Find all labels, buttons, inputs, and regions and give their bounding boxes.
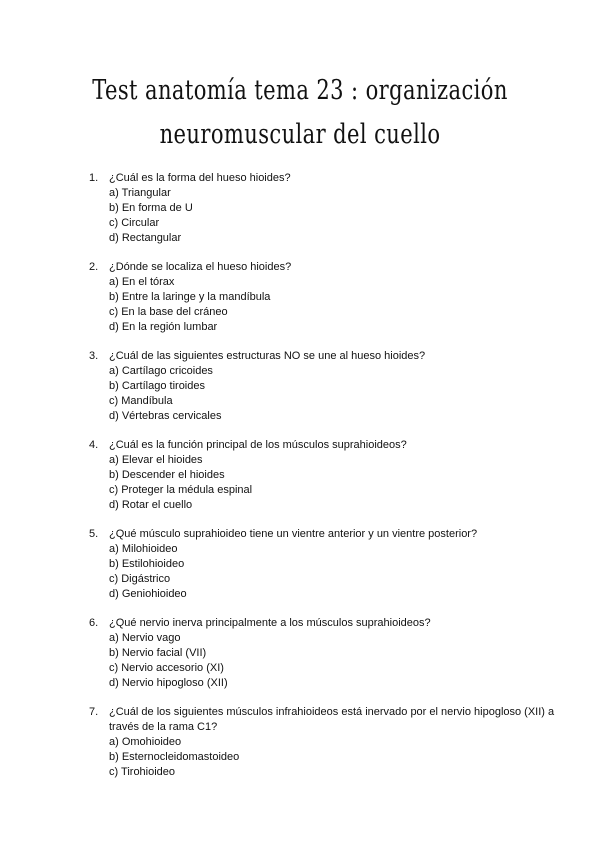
question-3 — [89, 349, 559, 424]
answer-option: d) Rectangular — [109, 232, 182, 244]
question-7 — [89, 705, 559, 780]
answer-option: b) Entre la laringe y la mandíbula — [109, 291, 271, 303]
answer-option: c) Proteger la médula espinal — [109, 484, 253, 496]
question-text: ¿Cuál es la forma del hueso hioides? — [109, 172, 291, 184]
answer-option: a) Milohioideo — [109, 543, 178, 555]
answer-option: d) Vértebras cervicales — [109, 410, 222, 422]
question-list — [89, 171, 559, 794]
question-number: 6. — [89, 617, 99, 629]
answer-option: b) Descender el hioides — [109, 469, 225, 481]
answer-option: c) Tirohioideo — [109, 766, 176, 778]
question-number: 3. — [89, 350, 99, 362]
question-5 — [89, 527, 559, 602]
answer-option: a) Elevar el hioides — [109, 454, 203, 466]
question-text: ¿Dónde se localiza el hueso hioides? — [109, 261, 292, 273]
answer-option: c) En la base del cráneo — [109, 306, 228, 318]
answer-option: a) Omohioideo — [109, 736, 182, 748]
answer-option: c) Digástrico — [109, 573, 171, 585]
question-number: 4. — [89, 439, 99, 451]
question-text: ¿Qué músculo suprahioideo tiene un vientre anterior y un vientre posterior? — [109, 528, 478, 540]
answer-option: b) Nervio facial (VII) — [109, 647, 207, 659]
answer-option: c) Circular — [109, 217, 160, 229]
question-number: 7. — [89, 706, 99, 718]
question-4 — [89, 438, 559, 513]
answer-option: d) Geniohioideo — [109, 588, 187, 600]
question-number: 5. — [89, 528, 99, 540]
question-text: ¿Cuál de los siguientes músculos infrahioideos está inervado por el nervio hipogloso (XII) a través de la rama C1? — [109, 706, 555, 733]
answer-option: d) Rotar el cuello — [109, 499, 193, 511]
answer-option: d) En la región lumbar — [109, 321, 218, 333]
answer-option: a) Cartílago cricoides — [109, 365, 213, 377]
answer-option: b) Cartílago tiroides — [109, 380, 205, 392]
answer-option: b) En forma de U — [109, 202, 193, 214]
question-text: ¿Cuál es la función principal de los músculos suprahioideos? — [109, 439, 407, 451]
answer-option: b) Estilohioideo — [109, 558, 185, 570]
page-subtitle: neuromuscular del cuello — [159, 119, 441, 150]
answer-option: b) Esternocleidomastoideo — [109, 751, 240, 763]
question-6 — [89, 616, 559, 691]
answer-option: d) Nervio hipogloso (XII) — [109, 677, 228, 689]
answer-option: a) Triangular — [109, 187, 171, 199]
page-title: Test anatomía tema 23 : organización — [92, 75, 508, 106]
question-1 — [89, 171, 559, 246]
answer-option: a) En el tórax — [109, 276, 175, 288]
answer-option: a) Nervio vago — [109, 632, 181, 644]
question-number: 1. — [89, 172, 99, 184]
question-number: 2. — [89, 261, 99, 273]
answer-option: c) Nervio accesorio (XI) — [109, 662, 224, 674]
question-2 — [89, 260, 559, 335]
question-text: ¿Qué nervio inerva principalmente a los músculos suprahioideos? — [109, 617, 431, 629]
question-text: ¿Cuál de las siguientes estructuras NO se une al hueso hioides? — [109, 350, 426, 362]
answer-option: c) Mandíbula — [109, 395, 173, 407]
